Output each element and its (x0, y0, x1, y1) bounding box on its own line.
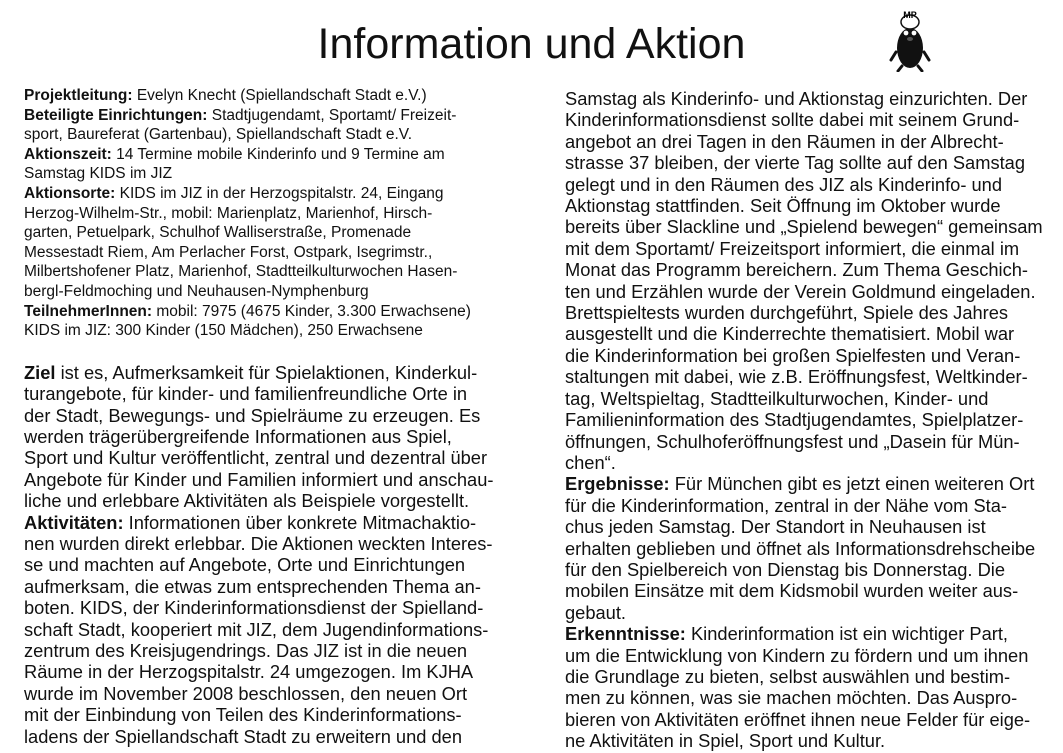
meta-line (24, 302, 546, 322)
left-body-line (24, 683, 546, 704)
meta-line (24, 164, 546, 184)
meta-label: Projektleitung: (24, 87, 133, 104)
left-body-line (24, 597, 546, 618)
meta-text: sport, Baureferat (Gartenbau), Spiellandschaft Stadt e.V. (24, 126, 413, 144)
left-body-text: liche und erlebbare Aktivitäten als Beispiele vorgestellt. (24, 490, 470, 512)
left-body-text: werden trägerübergreifende Informationen aus Spiel, (24, 425, 452, 447)
right-body-text: bieren von Aktivitäten eröffnet ihnen neue Felder für eige- (565, 708, 1031, 730)
right-body-line (565, 388, 1053, 409)
meta-text: Messestadt Riem, Am Perlacher Forst, Ostpark, Isegrimstr., (24, 243, 433, 261)
meta-text: Evelyn Knecht (Spiellandschaft Stadt e.V.) (132, 87, 427, 104)
left-body-line (24, 726, 546, 747)
right-body-text: chen“. (565, 451, 616, 473)
right-body-line (565, 452, 1053, 473)
right-body-text: mit dem Sportamt/ Freizeitsport informiert, die einmal im (565, 237, 1020, 259)
meta-line (24, 184, 546, 204)
left-body-line (24, 576, 546, 597)
right-body-line (565, 195, 1053, 216)
mole-logo-icon (888, 8, 932, 72)
left-body-text: mit der Einbindung von Teilen des Kinderinformations- (24, 704, 462, 726)
right-body-text: gebaut. (565, 601, 626, 623)
left-body (24, 362, 546, 747)
right-body-line (565, 409, 1053, 430)
meta-text: 14 Termine mobile Kinderinfo und 9 Termine am (111, 145, 445, 163)
right-body-line (565, 687, 1053, 708)
right-body-line (565, 281, 1053, 302)
right-body-line (565, 131, 1053, 152)
left-body-text: Räume in der Herzogspitalstr. 24 umgezogen. Im KJHA (24, 661, 474, 683)
left-body-text: schaft Stadt, kooperiert mit JIZ, dem Jugendinformations- (24, 618, 489, 640)
meta-text: Stadtjugendamt, Sportamt/ Freizeit- (207, 106, 457, 124)
right-body-text: für den Spielbereich von Dienstag bis Donnerstag. Die (565, 558, 1006, 580)
meta-text: Samstag KIDS im JIZ (24, 165, 173, 183)
meta-text: bergl-Feldmoching und Neuhausen-Nymphenburg (24, 282, 369, 300)
meta-line (24, 86, 546, 106)
right-body-text: um die Entwicklung von Kindern zu fördern und um ihnen (565, 644, 1029, 666)
meta-label: Aktionsorte: (24, 184, 116, 202)
right-body-line (565, 259, 1053, 280)
meta-line (24, 125, 546, 145)
meta-line (24, 145, 546, 165)
left-body-text: nen wurden direkt erlebbar. Die Aktionen weckten Interes- (24, 532, 493, 554)
right-body-line (565, 538, 1053, 559)
left-body-text: ladens der Spiellandschaft Stadt zu erweitern und den (24, 725, 463, 747)
left-body-line (24, 362, 546, 383)
left-body-line (24, 447, 546, 468)
left-body-text: Sport und Kultur veröffentlicht, zentral und dezentral über (24, 447, 488, 469)
right-body-line (565, 580, 1053, 601)
right-body-line (565, 623, 1053, 644)
right-body-text: Kinderinformation ist ein wichtiger Part, (685, 623, 1008, 645)
left-body-line (24, 661, 546, 682)
left-body-text: boten. KIDS, der Kinderinformationsdienst der Spielland- (24, 597, 484, 619)
right-body-text: Brettspieltests wurden durchgeführt, Spiele des Jahres (565, 302, 1009, 324)
right-body-line (565, 174, 1053, 195)
right-body-line (565, 431, 1053, 452)
left-body-line (24, 469, 546, 490)
right-body-text: erhalten geblieben und öffnet als Informationsdrehscheibe (565, 537, 1036, 559)
right-body-text: Aktionstag stattfinden. Seit Öffnung im Oktober wurde (565, 195, 1001, 217)
left-body-text: turangebote, für kinder- und familienfreundliche Orte in (24, 383, 468, 405)
left-body-text: ist es, Aufmerksamkeit für Spielaktionen, Kinderkul- (55, 361, 478, 383)
right-body-line (565, 473, 1053, 494)
left-body-label: Ziel (24, 361, 56, 383)
right-body-line (565, 216, 1053, 237)
right-body-line (565, 88, 1053, 109)
right-body-text: die Kinderinformation bei großen Spielfesten und Veran- (565, 344, 1021, 366)
left-body-text: aufmerksam, die etwas zum entsprechenden Thema an- (24, 575, 481, 597)
logo-label: MP (903, 10, 917, 20)
right-body-text: Samstag als Kinderinfo- und Aktionstag einzurichten. Der (565, 88, 1028, 109)
right-body-line (565, 323, 1053, 344)
left-body-text: Angebote für Kinder und Familien informiert und anschau- (24, 468, 494, 490)
right-body-line (565, 602, 1053, 623)
left-body-text: zentrum des Kreisjugendrings. Das JIZ ist in die neuen (24, 640, 468, 661)
meta-label: Beteiligte Einrichtungen: (24, 106, 208, 124)
right-body-text: die Grundlage zu bieten, selbst auswählen und bestim- (565, 665, 1011, 687)
left-body-label: Aktivitäten: (24, 511, 124, 533)
left-body-line (24, 426, 546, 447)
right-body-line (565, 645, 1053, 666)
right-body-line (565, 238, 1053, 259)
meta-line (24, 243, 546, 263)
meta-text: KIDS im JIZ: 300 Kinder (150 Mädchen), 250 Erwachsene (24, 322, 423, 340)
right-body (565, 88, 1053, 752)
meta-line (24, 262, 546, 282)
meta-label: Aktionszeit: (24, 145, 112, 163)
meta-text: Herzog-Wilhelm-Str., mobil: Marienplatz, Marienhof, Hirsch- (24, 204, 433, 222)
left-body-line (24, 405, 546, 426)
right-body-line (565, 559, 1053, 580)
right-body-text: ne Aktivitäten in Spiel, Sport und Kultur. (565, 730, 886, 752)
left-body-line (24, 619, 546, 640)
left-body-text: der Stadt, Bewegungs- und Spielräume zu erzeugen. Es (24, 404, 481, 426)
right-body-text: für die Kinderinformation, zentral in der Nähe vom Sta- (565, 494, 1008, 516)
right-body-text: chus jeden Samstag. Der Standort in Neuhausen ist (565, 516, 986, 538)
right-body-text: mobilen Einsätze mit dem Kidsmobil wurden weiter aus- (565, 580, 1019, 602)
right-body-line (565, 709, 1053, 730)
meta-text: garten, Petuelpark, Schulhof Walliserstraße, Promenade (24, 224, 412, 242)
right-body-line (565, 302, 1053, 323)
right-body-label: Erkenntnisse: (565, 623, 686, 645)
right-body-line (565, 730, 1053, 751)
left-column (24, 86, 546, 747)
right-body-line (565, 109, 1053, 130)
left-body-line (24, 490, 546, 511)
right-body-text: ausgestellt und die Kinderrechte thematisiert. Mobil war (565, 323, 1015, 345)
right-body-label: Ergebnisse: (565, 473, 670, 495)
right-body-line (565, 495, 1053, 516)
left-body-text: Informationen über konkrete Mitmachaktio- (123, 511, 477, 533)
right-body-text: Für München gibt es jetzt einen weiteren Ort (669, 473, 1035, 495)
meta-text: Milbertshofener Platz, Marienhof, Stadtteilkulturwochen Hasen- (24, 263, 458, 281)
meta-line (24, 204, 546, 224)
meta-line (24, 321, 546, 341)
right-body-line (565, 516, 1053, 537)
project-meta (24, 86, 546, 341)
meta-line (24, 106, 546, 126)
page-title: Information und Aktion (317, 20, 746, 68)
right-body-text: ten und Erzählen wurde der Verein Goldmund eingeladen. (565, 280, 1036, 302)
right-body-line (565, 666, 1053, 687)
left-body-line (24, 704, 546, 725)
right-body-text: öffnungen, Schulhoferöffnungsfest und „Dasein für Mün- (565, 430, 1020, 452)
right-body-text: men zu können, was sie machen möchten. Das Auspro- (565, 687, 1018, 709)
left-body-line (24, 512, 546, 533)
left-body-line (24, 383, 546, 404)
left-body-line (24, 533, 546, 554)
right-body-text: angebot an drei Tagen in den Räumen in der Albrecht- (565, 130, 1004, 152)
right-body-text: Monat das Programm bereichern. Zum Thema Geschich- (565, 259, 1028, 281)
right-column (565, 88, 1053, 752)
right-body-line (565, 345, 1053, 366)
left-body-line (24, 554, 546, 575)
meta-line (24, 282, 546, 302)
right-body-text: tag, Weltspieltag, Stadtteilkulturwochen, Kinder- und (565, 387, 989, 409)
right-body-text: staltungen mit dabei, wie z.B. Eröffnungsfest, Weltkinder- (565, 366, 1028, 388)
meta-line (24, 223, 546, 243)
right-body-text: Kinderinformationsdienst sollte dabei mit seinem Grund- (565, 109, 1020, 131)
meta-text: mobil: 7975 (4675 Kinder, 3.300 Erwachsene) (152, 302, 471, 320)
right-body-line (565, 152, 1053, 173)
meta-label: TeilnehmerInnen: (24, 302, 153, 320)
right-body-text: Familieninformation des Stadtjugendamtes, Spielplatzer- (565, 409, 1024, 431)
left-body-text: wurde im November 2008 beschlossen, den neuen Ort (24, 682, 468, 704)
right-body-text: strasse 37 bleiben, der vierte Tag sollte auf den Samstag (565, 152, 1026, 174)
right-body-text: gelegt und in den Räumen des JIZ als Kinderinfo- und (565, 173, 1002, 195)
left-body-line (24, 640, 546, 661)
left-body-text: se und machten auf Angebote, Orte und Einrichtungen (24, 554, 466, 576)
meta-text: KIDS im JIZ in der Herzogspitalstr. 24, Eingang (115, 184, 444, 202)
right-body-line (565, 366, 1053, 387)
right-body-text: bereits über Slackline und „Spielend bewegen“ gemeinsam (565, 216, 1043, 238)
